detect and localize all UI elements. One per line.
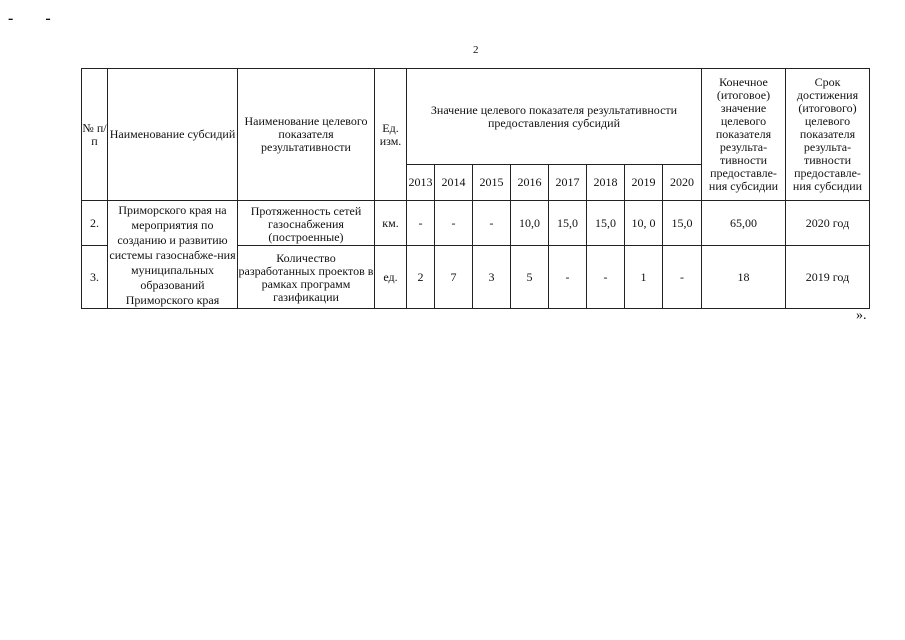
final-value-cell: 65,00 bbox=[702, 201, 786, 246]
value-cell: 15,0 bbox=[549, 201, 587, 246]
value-cell: - bbox=[663, 246, 702, 309]
header-num: № п/п bbox=[82, 69, 108, 201]
indicators-table bbox=[81, 68, 870, 309]
indicator-cell: Протяженность сетей газоснабжения (построенные) bbox=[238, 201, 375, 246]
value-cell: 10,0 bbox=[511, 201, 549, 246]
header-target-value: Значение целевого показателя результативности предоставления субсидий bbox=[407, 69, 702, 165]
year-cell: 2014 bbox=[435, 165, 473, 201]
deadline-cell: 2020 год bbox=[786, 201, 870, 246]
year-cell: 2013 bbox=[407, 165, 435, 201]
final-value-cell: 18 bbox=[702, 246, 786, 309]
header-unit: Ед. изм. bbox=[375, 69, 407, 201]
year-cell: 2020 bbox=[663, 165, 702, 201]
year-cell: 2018 bbox=[587, 165, 625, 201]
unit-cell: км. bbox=[375, 201, 407, 246]
page-number: 2 bbox=[473, 44, 479, 56]
year-cell: 2017 bbox=[549, 165, 587, 201]
value-cell: 15,0 bbox=[663, 201, 702, 246]
value-cell: 1 bbox=[625, 246, 663, 309]
year-cell: 2016 bbox=[511, 165, 549, 201]
value-cell: 3 bbox=[473, 246, 511, 309]
value-cell: 15,0 bbox=[587, 201, 625, 246]
table-row bbox=[82, 201, 870, 246]
value-cell: - bbox=[549, 246, 587, 309]
row-number: 2. bbox=[82, 201, 108, 246]
deadline-cell: 2019 год bbox=[786, 246, 870, 309]
subsidy-name-cell: Приморского края на мероприятия по созданию и развитию системы газоснабже-ния муниципальных образований Приморского края bbox=[108, 201, 238, 309]
year-cell: 2015 bbox=[473, 165, 511, 201]
value-cell: - bbox=[587, 246, 625, 309]
row-number: 3. bbox=[82, 246, 108, 309]
value-cell: 2 bbox=[407, 246, 435, 309]
header-deadline: Срок достижения (итогового) целевого показателя результа-тивности предоставле-ния субсидии bbox=[786, 69, 870, 201]
value-cell: - bbox=[473, 201, 511, 246]
value-cell: 7 bbox=[435, 246, 473, 309]
value-cell: - bbox=[407, 201, 435, 246]
year-cell: 2019 bbox=[625, 165, 663, 201]
value-cell: 5 bbox=[511, 246, 549, 309]
indicator-cell: Количество разработанных проектов в рамках программ газификации bbox=[238, 246, 375, 309]
closing-quote: ». bbox=[856, 308, 867, 323]
value-cell: - bbox=[435, 201, 473, 246]
value-cell: 10, 0 bbox=[625, 201, 663, 246]
header-row bbox=[82, 69, 870, 165]
unit-cell: ед. bbox=[375, 246, 407, 309]
header-indicator-name: Наименование целевого показателя результативности bbox=[238, 69, 375, 201]
header-final-value: Конечное (итоговое) значение целевого показателя результа-тивности предоставле-ния субсидии bbox=[702, 69, 786, 201]
header-subsidy-name: Наименование субсидий bbox=[108, 69, 238, 201]
header-marks: - - bbox=[8, 10, 65, 27]
